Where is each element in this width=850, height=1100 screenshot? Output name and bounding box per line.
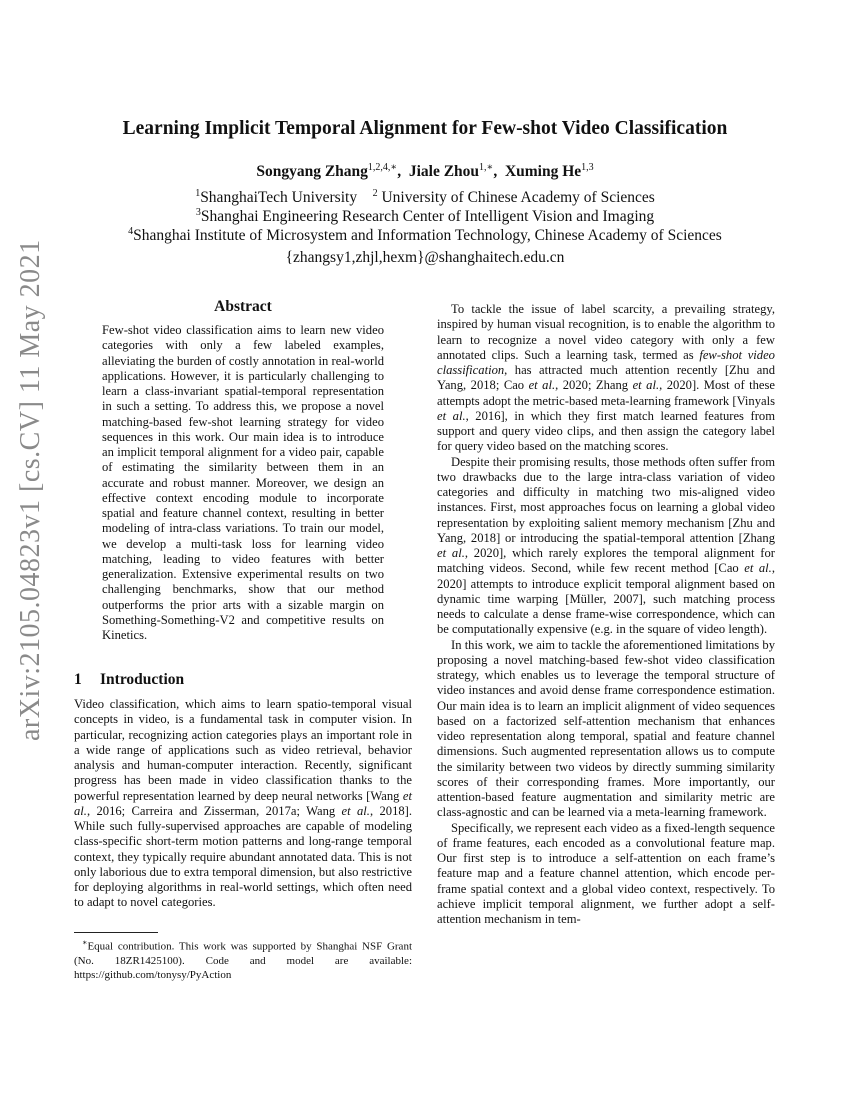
affiliation-line-2: $^3$Shanghai Engineering Research Center of Intelligent Vision and Imaging — [195, 207, 655, 226]
section-title: Introduction — [100, 671, 185, 688]
section-heading-introduction — [74, 671, 184, 689]
right-column-body — [437, 302, 775, 927]
paragraph: In this work, we aim to tackle the aforementioned limitations by proposing a novel matching-based few-shot video classification strategy, which enables us to leverage the temporal structure of video instances and avoid dense frame correspondence estimation. Our main idea is to learn an implicit alignment of video sequences based on a factorized self-attention mechanism that enhances video representation along temporal, spatial and feature channel dimensions. Such augmented representation allows us to compute the similarity between two videos by directly summing similarity scores of their corresponding frames. More importantly, our attention-based feature augmentation and similarity metric are class-agnostic and can be learned via a meta-learning framework. — [437, 637, 775, 820]
affiliation-line-3: $^4$Shanghai Institute of Microsystem and Information Technology, Chinese Academy of Sciences — [128, 226, 722, 245]
author-email: {zhangsy1,zhjl,hexm}@shanghaitech.edu.cn — [285, 249, 565, 266]
section-number: 1 — [74, 671, 82, 688]
author-affil-marks: 1,3 — [581, 162, 594, 173]
footnote — [74, 936, 412, 982]
abstract-body — [102, 323, 384, 643]
abstract-heading: Abstract — [214, 298, 272, 315]
author-affil-marks: 1,2,4,∗ — [367, 162, 398, 173]
paragraph: To tackle the issue of label scarcity, a prevailing strategy, inspired by human visual recognition, is to enable the algorithm to learn to recognize a novel video category with only a few annotated clips. Such a learning task, termed as few-shot video classification, has attracted much attention recently [Zhu and Yang, 2018; Cao et al., 2020; Zhang et al., 2020]. Most of these attempts adopt the metric-based meta-learning framework [Vinyals et al., 2016], in which they first match learned features from support and query video clips, and then assign the category label for query video based on the matching scores. — [437, 302, 775, 454]
paper-title: Learning Implicit Temporal Alignment for Few-shot Video Classification — [122, 118, 728, 139]
footnote-divider — [74, 932, 158, 933]
footnote-mark: ∗ — [82, 938, 88, 947]
author-affil-marks: 1,∗ — [479, 162, 494, 173]
paragraph: Specifically, we represent each video as a fixed-length sequence of frame features, each encoded as a convolutional feature map. Our first step is to introduce a self-attention on each frame’s feature map and a feature channel attention, which encode per-frame spatial context and a global video context, respectively. To achieve implicit temporal alignment, we further adopt a self-attention mechanism in tem- — [437, 820, 775, 926]
abstract-text: Few-shot video classification aims to learn new video categories with only a few labeled examples, alleviating the burden of costly annotation in real-world applications. However, it is particularly challenging to learn a class-invariant spatial-temporal representation in such a setting. To address this, we propose a novel matching-based few-shot learning strategy for video sequences in this work. Our main idea is to introduce an implicit temporal alignment for a video pair, capable of estimating the similarity between them in an accurate and robust manner. Moreover, we design an effective context encoding module to incorporate spatial and feature channel context, resulting in better modeling of intra-class variations. To train our model, we develop a multi-task loss for learning video matching, leading to video features with better generalization. Extensive experimental results on two challenging benchmarks, show that our method outperforms the prior arts with a sizable margin on Something-Something-V2 and competitive results on Kinetics. — [102, 323, 384, 642]
author-name: Jiale Zhou — [408, 163, 480, 181]
introduction-body — [74, 697, 412, 911]
arxiv-identifier-stamp: arXiv:2105.04823v1 [cs.CV] 11 May 2021 — [15, 239, 46, 741]
author-name: Xuming He — [504, 163, 582, 181]
paragraph: Despite their promising results, those methods often suffer from two drawbacks due to the large intra-class variation of video categories and difficulty in matching two mis-aligned video instances. First, most approaches focus on learning a global video representation by exploiting salient memory mechanism [Zhu and Yang, 2018] or introducing the spatial-temporal attention [Zhang et al., 2020], which rarely explores the temporal alignment for matching videos. Second, while few recent method [Cao et al., 2020] attempts to introduce explicit temporal alignment based on dynamic time warping [Müller, 2007], such matching process needs to calculate a dense frame-wise correspondence, which can be computationally expensive (e.g. in the square of video length). — [437, 454, 775, 637]
author-list: Songyang Zhang$^{1,2,4,∗}$, Jiale Zhou$^{1,∗}$, Xuming He$^{1,3}$ — [256, 162, 594, 181]
affiliation-line-1: $^1$ShanghaiTech University $^2$ University of Chinese Academy of Sciences — [195, 188, 655, 207]
footnote-text: Equal contribution. This work was supported by Shanghai NSF Grant (No. 18ZR1425100). Code and model are available: https://github.com/tonysy/PyAction — [74, 940, 412, 981]
author-name: Songyang Zhang — [256, 163, 368, 181]
paragraph: Video classification, which aims to learn spatio-temporal visual concepts in video, is a fundamental task in computer vision. In particular, recognizing action categories plays an important role in a wide range of applications such as video retrieval, behavior analysis and human-computer interaction. Recently, significant progress has been made in video classification thanks to the powerful representation learned by deep neural networks [Wang et al., 2016; Carreira and Zisserman, 2017a; Wang et al., 2018]. While such fully-supervised approaches are capable of modeling class-specific short-term motion patterns and long-range temporal context, they typically require abundant annotated data. This is not only laborious due to extra temporal dimension, but also restrictive for deploying algorithms in real-world settings, which often need to adapt to novel categories. — [74, 697, 413, 910]
